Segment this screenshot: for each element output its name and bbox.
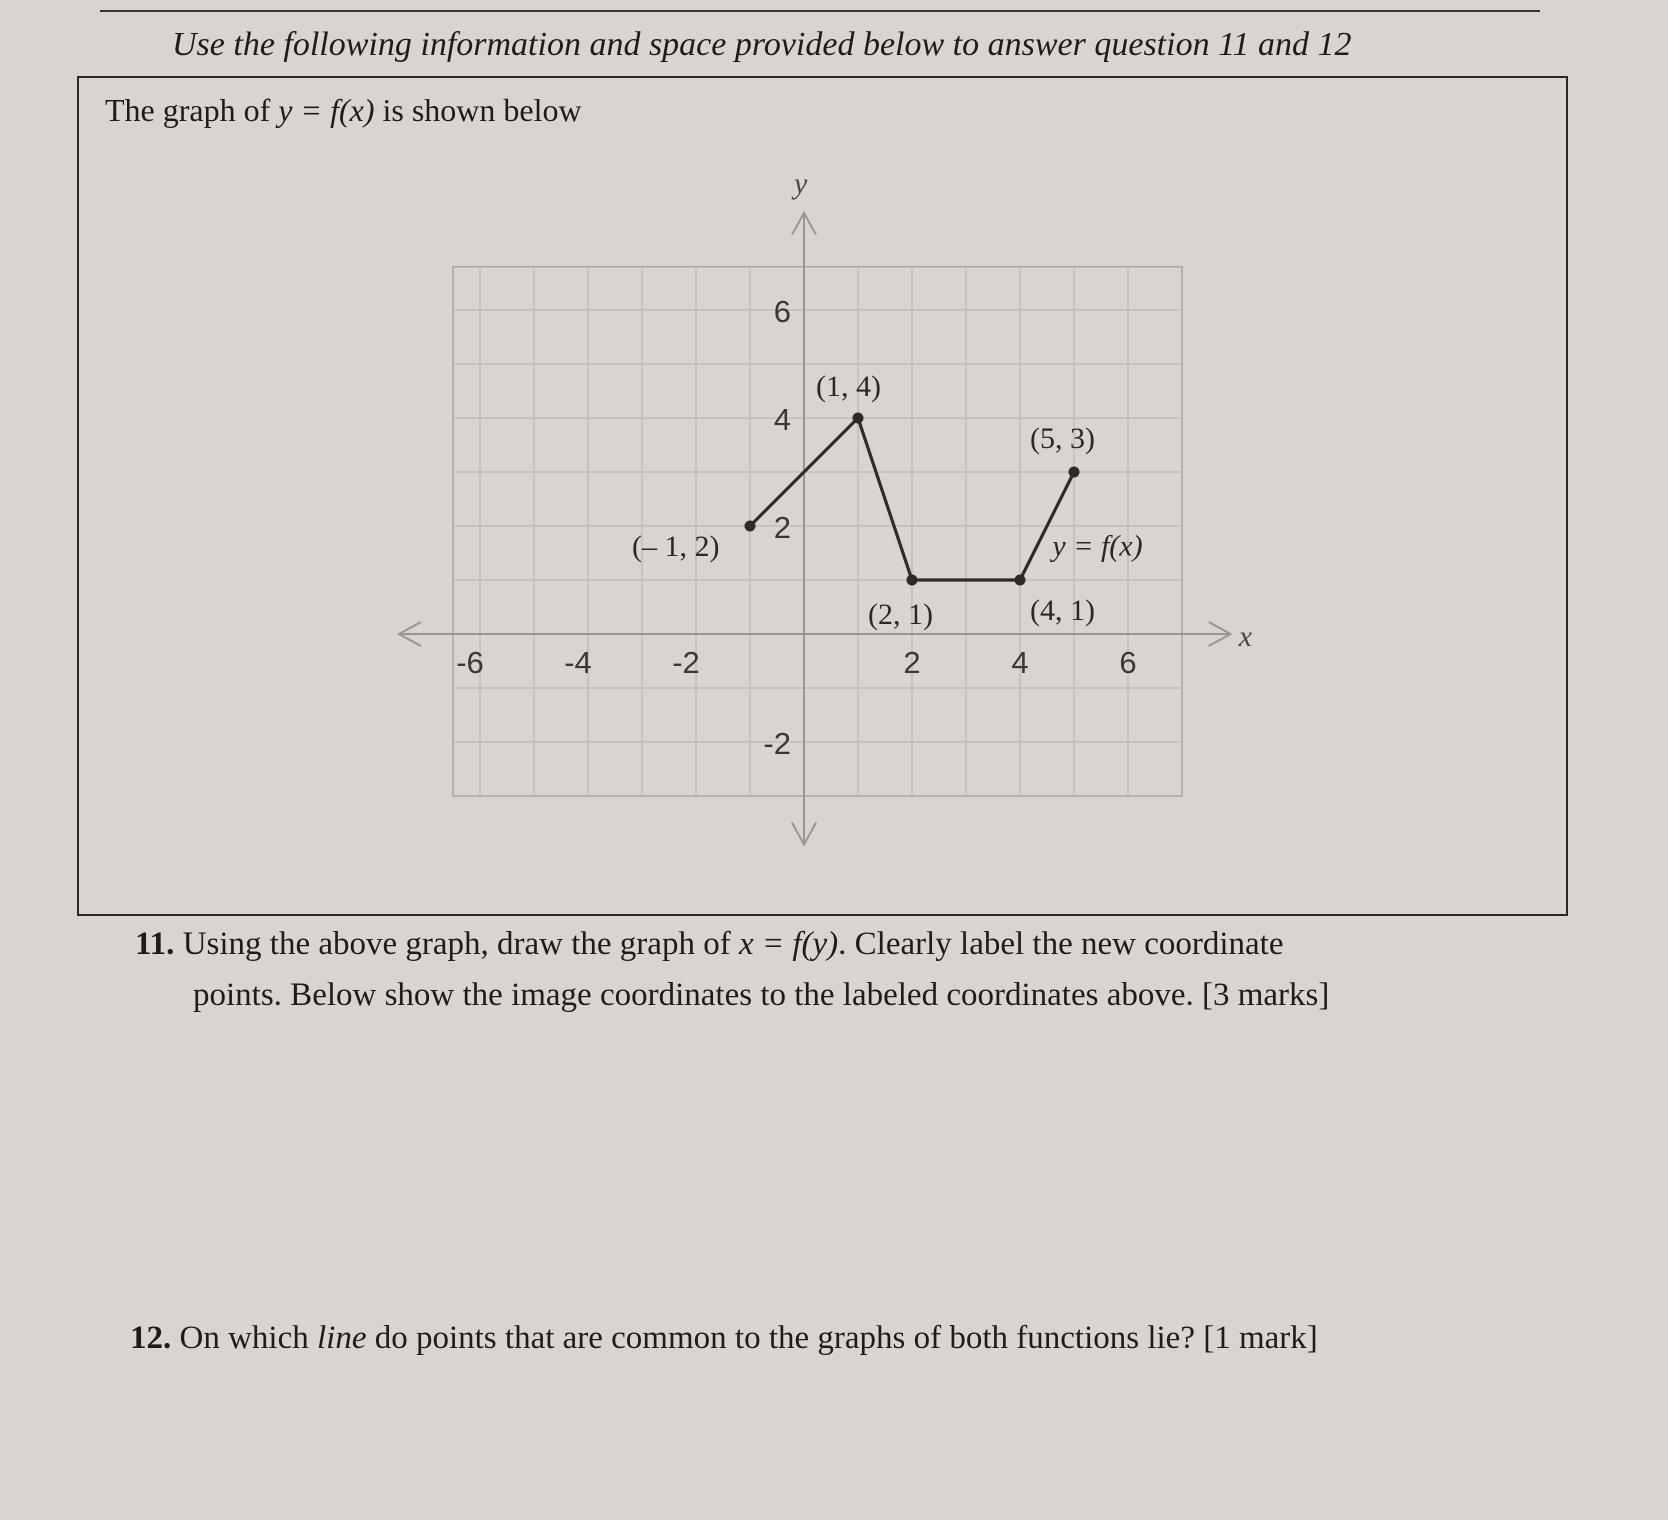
point-label: (1, 4) bbox=[816, 370, 881, 403]
question-11-text-a: Using the above graph, draw the graph of bbox=[182, 926, 731, 962]
data-point bbox=[1015, 575, 1026, 586]
x-tick-label: -4 bbox=[564, 645, 592, 680]
point-label: (4, 1) bbox=[1030, 594, 1095, 627]
y-tick-label: 2 bbox=[773, 510, 791, 545]
point-label: (5, 3) bbox=[1030, 422, 1095, 455]
y-tick-label: 6 bbox=[773, 294, 791, 329]
question-12-emphasis: line bbox=[316, 1320, 367, 1356]
y-axis-label: y bbox=[794, 166, 808, 200]
point-label: (– 1, 2) bbox=[632, 530, 720, 563]
intro-instruction: Use the following information and space provided below to answer question 11 and 12 bbox=[172, 26, 1352, 63]
x-tick-label: -6 bbox=[456, 645, 484, 680]
data-point bbox=[907, 575, 918, 586]
data-point bbox=[1069, 467, 1080, 478]
curve-label: y = f(x) bbox=[1052, 529, 1143, 563]
caption-prefix: The graph of bbox=[105, 92, 271, 128]
axes bbox=[399, 167, 1253, 845]
point-label: (2, 1) bbox=[868, 598, 933, 631]
y-tick-label: -2 bbox=[763, 726, 791, 761]
question-11-number: 11. bbox=[135, 926, 175, 962]
question-11-line-2: points. Below show the image coordinates to the labeled coordinates above. [3 marks] bbox=[193, 977, 1330, 1013]
point-labels bbox=[632, 370, 1143, 631]
y-tick-label: 4 bbox=[773, 402, 791, 437]
question-12-text-a: On which bbox=[179, 1320, 309, 1356]
x-axis-label: x bbox=[1238, 620, 1253, 653]
question-12-text-b: do points that are common to the graphs of both functions lie? [1 mark] bbox=[374, 1320, 1318, 1356]
caption-equation: y = f(x) bbox=[278, 92, 375, 128]
question-11 bbox=[135, 926, 1283, 963]
data-point bbox=[745, 521, 756, 532]
x-tick-label: -2 bbox=[672, 645, 700, 680]
question-12-number: 12. bbox=[130, 1320, 172, 1356]
caption-suffix: is shown below bbox=[382, 92, 582, 128]
x-tick-label: 4 bbox=[1011, 645, 1029, 680]
x-tick-label: 6 bbox=[1119, 645, 1137, 680]
question-11-text-b: . Clearly label the new coordinate bbox=[838, 926, 1284, 962]
question-11-equation: x = f(y) bbox=[738, 926, 839, 962]
x-tick-label: 2 bbox=[903, 645, 921, 680]
question-12 bbox=[130, 1320, 1318, 1357]
data-point bbox=[853, 413, 864, 424]
